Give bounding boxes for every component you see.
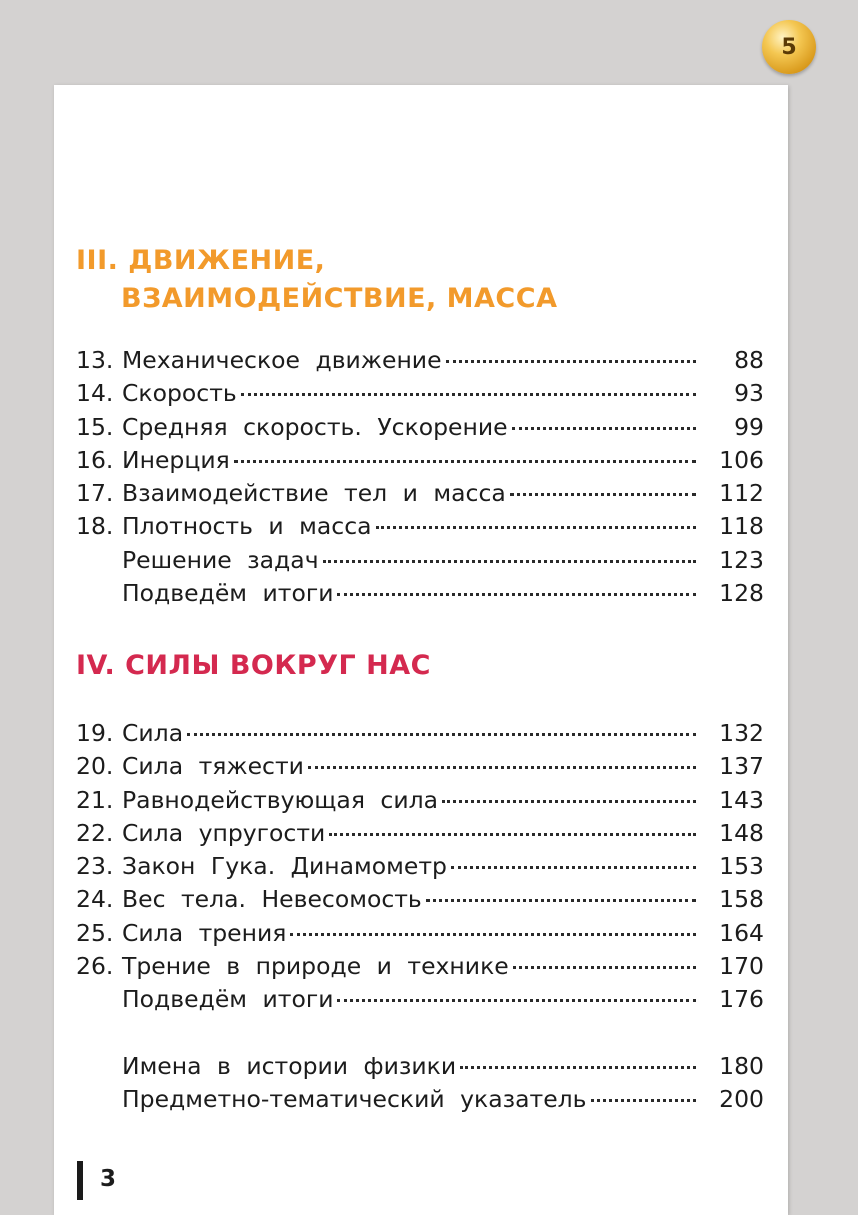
toc-entry-title: Трение в природе и технике bbox=[122, 952, 509, 981]
toc-entry-title: Подведём итоги bbox=[122, 579, 334, 608]
section-3-heading-line-1: III. ДВИЖЕНИЕ, bbox=[76, 245, 326, 276]
toc-entry[interactable] bbox=[76, 819, 764, 852]
toc-entry[interactable] bbox=[76, 446, 764, 479]
toc-entry-number: 20. bbox=[76, 752, 114, 781]
toc-entry-page: 143 bbox=[719, 785, 764, 814]
toc-entry-number: 17. bbox=[76, 479, 114, 508]
section-3-heading-line-2: ВЗАИМОДЕЙСТВИЕ, МАССА bbox=[121, 283, 558, 314]
toc-entry-title: Сила упругости bbox=[122, 818, 326, 847]
toc-entry[interactable] bbox=[76, 885, 764, 918]
toc-entry[interactable] bbox=[76, 346, 764, 379]
toc-entry-number: 26. bbox=[76, 952, 114, 981]
dot-leader bbox=[337, 593, 696, 596]
toc-entry-page: 164 bbox=[719, 918, 764, 947]
toc-entry-title: Подведём итоги bbox=[122, 985, 334, 1014]
toc-entry[interactable] bbox=[76, 786, 764, 819]
toc-entry-page: 132 bbox=[719, 719, 764, 747]
dot-leader bbox=[442, 800, 696, 803]
toc-entry[interactable] bbox=[76, 379, 764, 412]
toc-entry-title: Вес тела. Невесомость bbox=[122, 885, 422, 914]
toc-entry-number: 13. bbox=[76, 346, 114, 374]
toc-entry[interactable] bbox=[76, 919, 764, 952]
toc-entry-title: Взаимодействие тел и масса bbox=[122, 479, 506, 508]
toc-entry-title: Скорость bbox=[122, 379, 237, 408]
toc-entry[interactable] bbox=[76, 1085, 764, 1118]
toc-entry-page: 118 bbox=[719, 512, 764, 541]
toc-entry-title: Средняя скорость. Ускорение bbox=[122, 412, 508, 441]
dot-leader bbox=[329, 833, 696, 836]
toc-entry-number: 14. bbox=[76, 379, 114, 408]
toc-entry-page: 200 bbox=[719, 1085, 764, 1114]
toc-entry-number: 15. bbox=[76, 412, 114, 441]
toc-entry-page: 123 bbox=[719, 545, 764, 574]
toc-entry-number: 18. bbox=[76, 512, 114, 541]
toc-entry[interactable] bbox=[76, 952, 764, 985]
toc-entry[interactable] bbox=[76, 985, 764, 1018]
toc-entry-page: 176 bbox=[719, 985, 764, 1014]
appendix-toc bbox=[76, 1052, 764, 1119]
toc-entry[interactable] bbox=[76, 719, 764, 752]
toc-entry-title: Имена в истории физики bbox=[122, 1052, 457, 1080]
dot-leader bbox=[426, 899, 696, 902]
toc-entry-page: 180 bbox=[719, 1052, 764, 1080]
section-3-heading bbox=[76, 242, 557, 318]
toc-entry[interactable] bbox=[76, 852, 764, 885]
toc-entry-page: 112 bbox=[719, 479, 764, 508]
dot-leader bbox=[234, 460, 696, 463]
toc-entry-title: Плотность и масса bbox=[122, 512, 372, 541]
toc-entry-page: 88 bbox=[734, 346, 764, 374]
dot-leader bbox=[290, 933, 696, 936]
footer-page-number: 3 bbox=[100, 1166, 117, 1192]
toc-entry-number: 25. bbox=[76, 918, 114, 947]
dot-leader bbox=[513, 966, 696, 969]
toc-entry-title: Механическое движение bbox=[122, 346, 442, 374]
toc-entry-page: 93 bbox=[734, 379, 764, 408]
section-4-heading: IV. СИЛЫ ВОКРУГ НАС bbox=[76, 650, 431, 681]
dot-leader bbox=[323, 560, 696, 563]
toc-entry[interactable] bbox=[76, 479, 764, 512]
toc-entry-title: Инерция bbox=[122, 445, 230, 474]
toc-entry-page: 170 bbox=[719, 952, 764, 981]
toc-entry-number: 16. bbox=[76, 445, 114, 474]
dot-leader bbox=[337, 999, 696, 1002]
page-number-badge: 5 bbox=[762, 20, 816, 74]
toc-entry-number: 21. bbox=[76, 785, 114, 814]
section-4-toc bbox=[76, 719, 764, 1019]
footer-bar bbox=[77, 1161, 83, 1200]
toc-entry-number: 22. bbox=[76, 818, 114, 847]
toc-entry[interactable] bbox=[76, 579, 764, 612]
dot-leader bbox=[451, 866, 696, 869]
toc-entry-page: 106 bbox=[719, 445, 764, 474]
toc-entry[interactable] bbox=[76, 512, 764, 545]
toc-entry-title: Предметно-тематический указатель bbox=[122, 1085, 587, 1114]
dot-leader bbox=[591, 1099, 696, 1102]
toc-entry-number: 24. bbox=[76, 885, 114, 914]
dot-leader bbox=[512, 427, 696, 430]
toc-entry-title: Сила трения bbox=[122, 918, 287, 947]
toc-entry-page: 128 bbox=[719, 579, 764, 608]
toc-entry-page: 137 bbox=[719, 752, 764, 781]
toc-entry-page: 153 bbox=[719, 852, 764, 881]
toc-entry-title: Сила bbox=[122, 719, 184, 747]
toc-entry-title: Решение задач bbox=[122, 545, 319, 574]
toc-entry-page: 148 bbox=[719, 818, 764, 847]
dot-leader bbox=[187, 733, 696, 736]
dot-leader bbox=[308, 766, 696, 769]
dot-leader bbox=[241, 393, 696, 396]
toc-entry-number: 23. bbox=[76, 852, 114, 881]
toc-entry-page: 99 bbox=[734, 412, 764, 441]
toc-entry-page: 158 bbox=[719, 885, 764, 914]
dot-leader bbox=[446, 360, 696, 363]
section-3-toc bbox=[76, 346, 764, 612]
toc-entry[interactable] bbox=[76, 752, 764, 785]
dot-leader bbox=[376, 526, 696, 529]
toc-entry-title: Равнодействующая сила bbox=[122, 785, 439, 814]
toc-entry[interactable] bbox=[76, 1052, 764, 1085]
toc-entry-number: 19. bbox=[76, 719, 114, 747]
toc-entry[interactable] bbox=[76, 413, 764, 446]
toc-entry[interactable] bbox=[76, 546, 764, 579]
dot-leader bbox=[460, 1066, 696, 1069]
toc-entry-title: Сила тяжести bbox=[122, 752, 304, 781]
dot-leader bbox=[510, 493, 696, 496]
toc-entry-title: Закон Гука. Динамометр bbox=[122, 852, 447, 881]
